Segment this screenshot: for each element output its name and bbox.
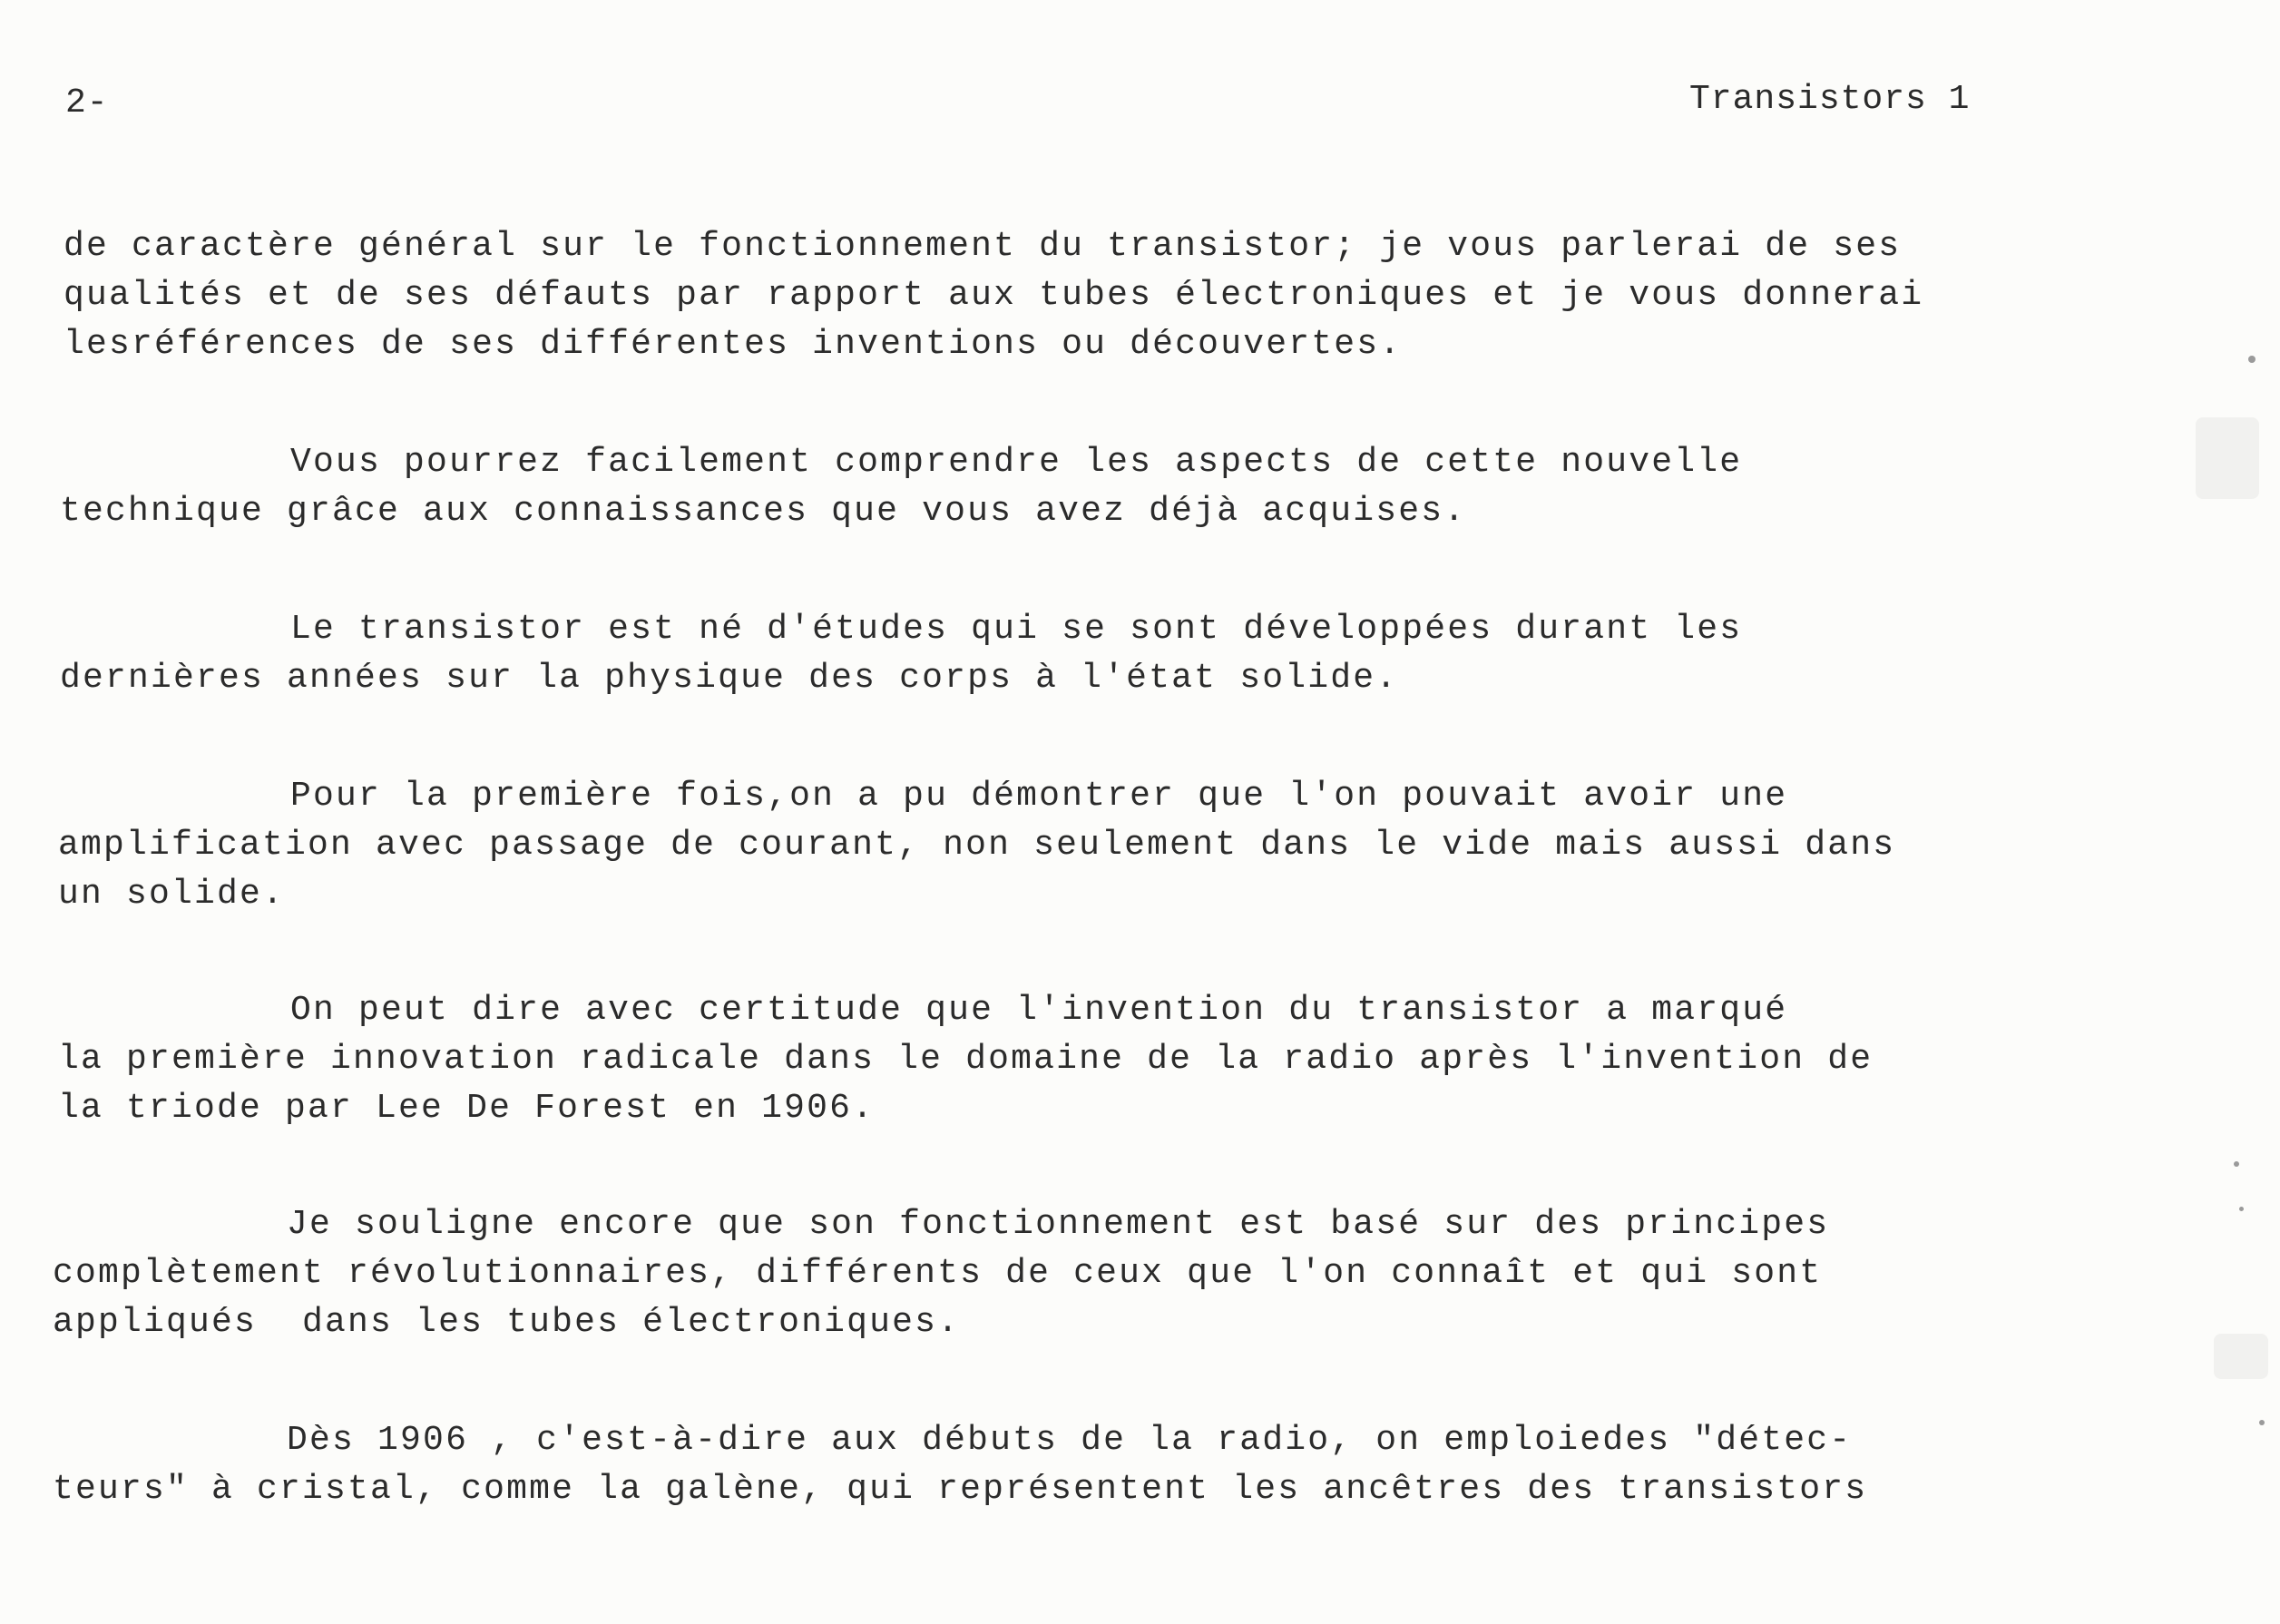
text-line: lesréférences de ses différentes inventions ou découvertes. [64,325,1403,364]
text-line: Dès 1906 , c'est-à-dire aux débuts de la radio, on emploiedes "détec- [60,1421,1853,1460]
text-line: Pour la première fois,on a pu démontrer que l'on pouvait avoir une [64,777,1788,816]
text-line: un solide. [58,875,286,914]
scan-smudge [2214,1334,2268,1379]
scan-speck [2248,356,2256,363]
text-line: dernières années sur la physique des corps à l'état solide. [60,659,1399,698]
text-line: teurs" à cristal, comme la galène, qui représentent les ancêtres des transistors [53,1470,1868,1509]
scan-speck [2239,1207,2244,1211]
running-title: Transistors 1 [1689,80,1971,119]
text-line: amplification avec passage de courant, non seulement dans le vide mais aussi dans [58,826,1896,865]
text-line: Je souligne encore que son fonctionnement est basé sur des principes [60,1205,1830,1244]
text-line: la triode par Lee De Forest en 1906. [58,1089,876,1128]
text-line: appliqués dans les tubes électroniques. [53,1303,961,1342]
scan-speck [2259,1420,2265,1425]
scan-speck [2234,1161,2239,1167]
text-line: Vous pourrez facilement comprendre les aspects de cette nouvelle [64,443,1743,482]
text-line: On peut dire avec certitude que l'invention du transistor a marqué [64,991,1788,1030]
scan-smudge [2196,417,2259,499]
text-line: Le transistor est né d'études qui se sont développées durant les [64,610,1743,649]
text-line: qualités et de ses défauts par rapport aux tubes électroniques et je vous donnerai [64,276,1924,315]
text-line: technique grâce aux connaissances que vous avez déjà acquises. [60,492,1467,531]
text-line: complètement révolutionnaires, différents de ceux que l'on connaît et qui sont [53,1254,1823,1293]
page-number: 2- [65,83,109,122]
text-line: de caractère général sur le fonctionnement du transistor; je vous parlerai de ses [64,227,1902,266]
text-line: la première innovation radicale dans le domaine de la radio après l'invention de [58,1040,1874,1079]
